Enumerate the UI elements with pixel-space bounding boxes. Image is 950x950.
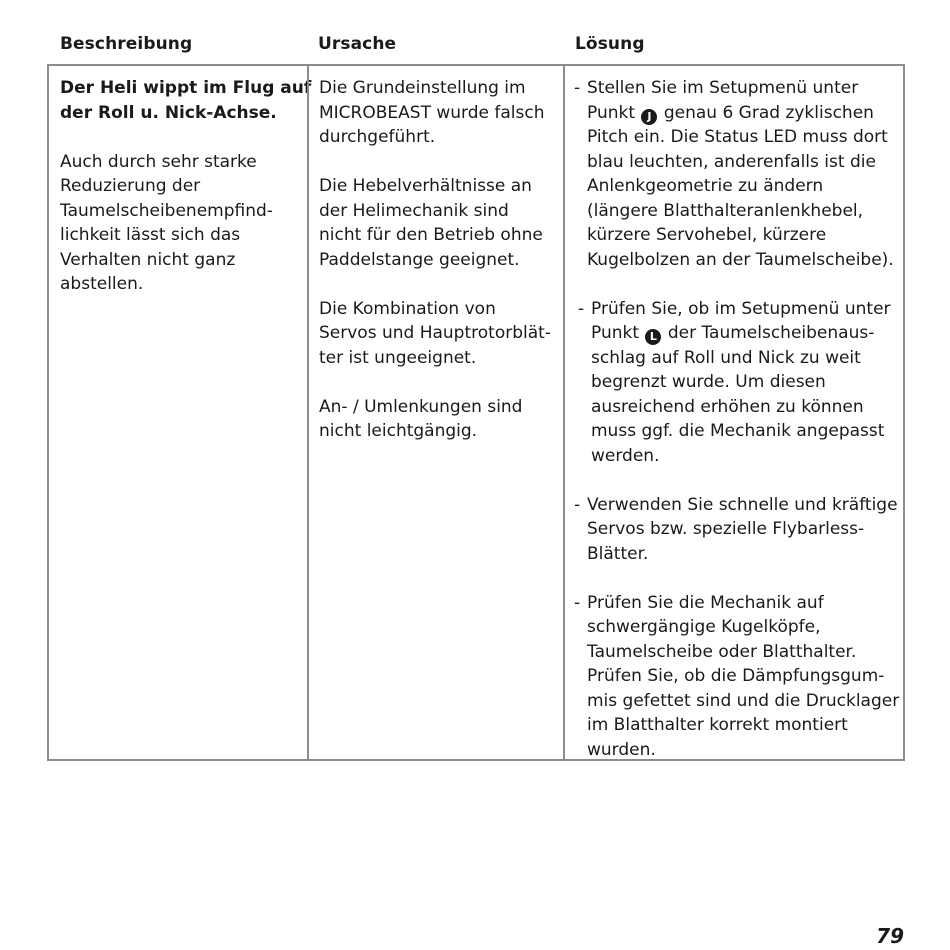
bullet-dash: - — [574, 494, 581, 515]
solution-line: mis gefettet sind und die Drucklager — [587, 690, 900, 711]
solution-line — [591, 321, 899, 346]
solution-line: Kugelbolzen an der Taumelscheibe). — [587, 249, 894, 270]
problem-note-line: abstellen. — [60, 274, 144, 294]
problem-note-line: Reduzierung der — [60, 176, 201, 196]
solution-item — [574, 591, 899, 763]
solution-column — [563, 66, 903, 759]
solution-line: Blätter. — [587, 543, 649, 564]
solution-line: Stellen Sie im Setupmenü unter — [587, 78, 859, 98]
problem-note-line: Auch durch sehr starke — [60, 151, 257, 172]
cause-column — [307, 66, 563, 759]
page-number: 79 — [876, 924, 904, 948]
description-column — [49, 66, 312, 759]
troubleshooting-table — [47, 64, 905, 761]
header-cause: Ursache — [318, 34, 397, 54]
cause-item — [319, 174, 559, 272]
problem-note-line: Taumelscheibenempfind- — [60, 200, 273, 221]
header-description: Beschreibung — [60, 34, 193, 54]
solution-item — [574, 76, 899, 272]
solution-line: wurden. — [587, 739, 656, 760]
menu-point-j-icon: J — [641, 109, 657, 125]
cause-line: nicht leichtgängig. — [319, 421, 478, 441]
problem-title — [60, 76, 312, 125]
solution-item — [574, 297, 899, 469]
solution-item — [574, 493, 899, 567]
solution-text: der Taumelscheibenaus- — [667, 323, 875, 343]
solution-line: Taumelscheibe oder Blatthalter. — [587, 641, 857, 662]
solution-line: Prüfen Sie, ob im Setupmenü unter — [591, 298, 891, 319]
solution-line: ausreichend erhöhen zu können — [591, 396, 864, 417]
cause-line: Servos und Hauptrotorblät- — [319, 323, 551, 343]
solution-line: Prüfen Sie die Mechanik auf — [587, 592, 824, 613]
solution-line: Verwenden Sie schnelle und kräftige — [587, 494, 898, 515]
solution-line: schlag auf Roll und Nick zu weit — [591, 347, 861, 368]
problem-note — [60, 150, 301, 297]
solution-cell — [574, 76, 899, 762]
cause-line: nicht für den Betrieb ohne — [319, 225, 543, 245]
solution-line: kürzere Servohebel, kürzere — [587, 225, 827, 245]
solution-line — [587, 101, 899, 126]
cause-line: ter ist ungeeignet. — [319, 347, 477, 368]
problem-note-line: lichkeit lässt sich das — [60, 225, 241, 245]
cause-item — [319, 297, 559, 371]
cause-line: An- / Umlenkungen sind — [319, 396, 523, 417]
cause-line: Die Hebelverhältnisse an — [319, 176, 532, 196]
menu-point-l-icon: L — [645, 329, 661, 345]
solution-line: muss ggf. die Mechanik angepasst — [591, 421, 885, 441]
solution-text: genau 6 Grad zyklischen — [663, 102, 874, 123]
solution-text: Punkt — [591, 323, 640, 343]
solution-line: blau leuchten, anderenfalls ist die — [587, 151, 876, 172]
cause-line: durchgeführt. — [319, 127, 436, 147]
header-solution: Lösung — [575, 34, 645, 54]
cause-cell — [319, 76, 559, 444]
solution-line: werden. — [591, 445, 660, 466]
solution-line: Anlenkgeometrie zu ändern — [587, 176, 824, 196]
solution-line: Pitch ein. Die Status LED muss dort — [587, 127, 888, 147]
problem-note-line: Verhalten nicht ganz — [60, 249, 236, 270]
solution-line: (längere Blatthalteranlenkhebel, — [587, 200, 864, 221]
solution-line: schwergängige Kugelköpfe, — [587, 617, 821, 637]
cause-item — [319, 76, 559, 150]
bullet-dash: - — [574, 78, 581, 98]
solution-line: Servos bzw. spezielle Flybarless- — [587, 519, 865, 539]
cause-line: Die Grundeinstellung im — [319, 78, 526, 98]
bullet-dash: - — [574, 592, 581, 613]
solution-text: Punkt — [587, 102, 636, 123]
table-header-row — [0, 34, 950, 60]
cause-line: Paddelstange geeignet. — [319, 249, 520, 270]
solution-line: begrenzt wurde. Um diesen — [591, 372, 826, 392]
problem-title-line: Der Heli wippt im Flug auf — [60, 78, 312, 98]
cause-line: Die Kombination von — [319, 298, 496, 319]
solution-line: im Blatthalter korrekt montiert — [587, 715, 848, 735]
description-cell — [60, 76, 312, 297]
solution-line: Prüfen Sie, ob die Dämpfungsgum- — [587, 666, 885, 686]
bullet-dash: - — [578, 298, 585, 319]
problem-title-line: der Roll u. Nick-Achse. — [60, 102, 277, 123]
cause-line: MICROBEAST wurde falsch — [319, 102, 545, 123]
cause-item — [319, 395, 559, 444]
cause-line: der Helimechanik sind — [319, 200, 509, 221]
